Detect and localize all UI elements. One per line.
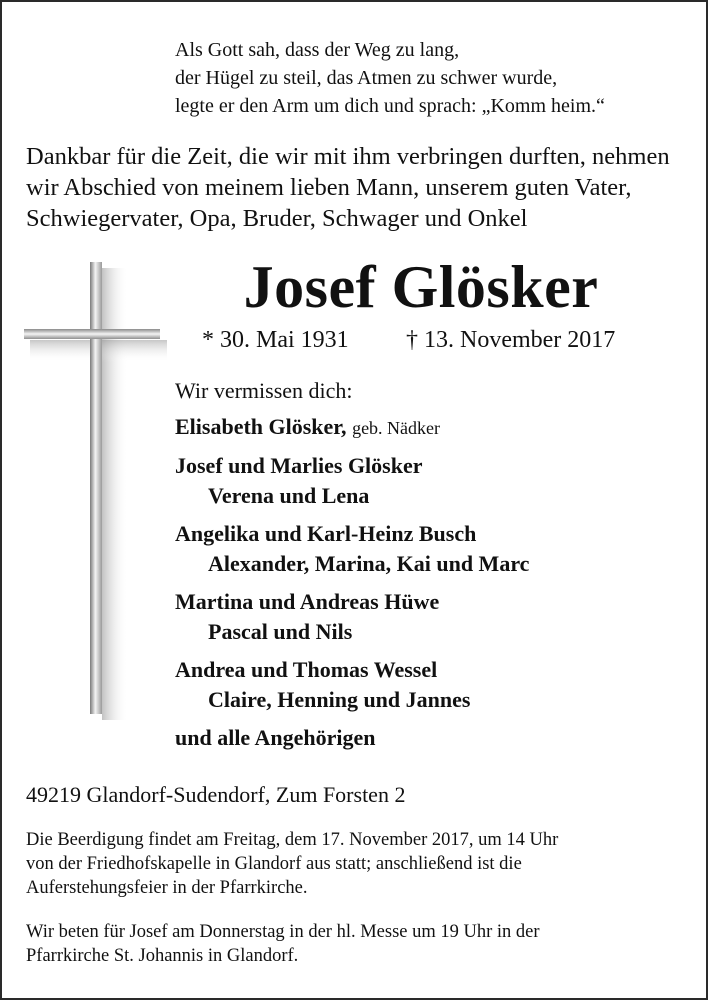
death-date: † 13. November 2017 xyxy=(406,327,616,353)
family-group xyxy=(175,587,529,647)
family-children: Verena und Lena xyxy=(208,483,370,508)
cross-icon xyxy=(22,260,167,720)
funeral-line: Auferstehungsfeier in der Pfarrkirche. xyxy=(26,878,308,898)
funeral-line: von der Friedhofskapelle in Glandorf aus statt; anschließend ist die xyxy=(26,854,522,874)
family-parents: Josef und Marlies Glösker xyxy=(175,453,423,478)
intro-text xyxy=(26,141,670,234)
family-list xyxy=(175,376,529,753)
intro-line: Schwiegervater, Opa, Bruder, Schwager und Onkel xyxy=(26,205,528,232)
poem-line: legte er den Arm um dich und sprach: „Komm heim.“ xyxy=(175,95,605,117)
poem xyxy=(175,36,605,120)
mass-line: Wir beten für Josef am Donnerstag in der hl. Messe um 19 Uhr in der xyxy=(26,922,540,942)
funeral-line: Die Beerdigung findet am Freitag, dem 17. November 2017, um 14 Uhr xyxy=(26,830,559,850)
family-group xyxy=(175,519,529,579)
family-parents: Andrea und Thomas Wessel xyxy=(175,657,438,682)
wife-maiden-name: geb. Nädker xyxy=(352,418,441,438)
birth-date: * 30. Mai 1931 xyxy=(202,327,349,353)
funeral-notice xyxy=(26,828,686,900)
family-group xyxy=(175,655,529,715)
intro-line: Dankbar für die Zeit, die wir mit ihm verbringen durften, nehmen xyxy=(26,143,670,170)
family-children: Claire, Henning und Jannes xyxy=(208,687,471,712)
intro-line: wir Abschied von meinem lieben Mann, unserem guten Vater, xyxy=(26,174,632,201)
mass-line: Pfarrkirche St. Johannis in Glandorf. xyxy=(26,946,299,966)
family-children: Alexander, Marina, Kai und Marc xyxy=(208,551,530,576)
family-parents: Angelika und Karl-Heinz Busch xyxy=(175,521,477,546)
poem-line: der Hügel zu steil, das Atmen zu schwer wurde, xyxy=(175,67,558,89)
family-parents: Martina und Andreas Hüwe xyxy=(175,589,440,614)
family-children: Pascal und Nils xyxy=(208,619,353,644)
family-group xyxy=(175,451,529,511)
miss-line: Wir vermissen dich: xyxy=(175,378,353,403)
closing-line: und alle Angehörigen xyxy=(175,725,376,750)
mass-notice xyxy=(26,920,686,968)
address: 49219 Glandorf-Sudendorf, Zum Forsten 2 xyxy=(26,782,406,807)
deceased-name: Josef Glösker xyxy=(243,254,599,320)
wife-entry xyxy=(175,412,529,443)
wife-name: Elisabeth Glösker, xyxy=(175,414,347,439)
poem-line: Als Gott sah, dass der Weg zu lang, xyxy=(175,39,460,61)
